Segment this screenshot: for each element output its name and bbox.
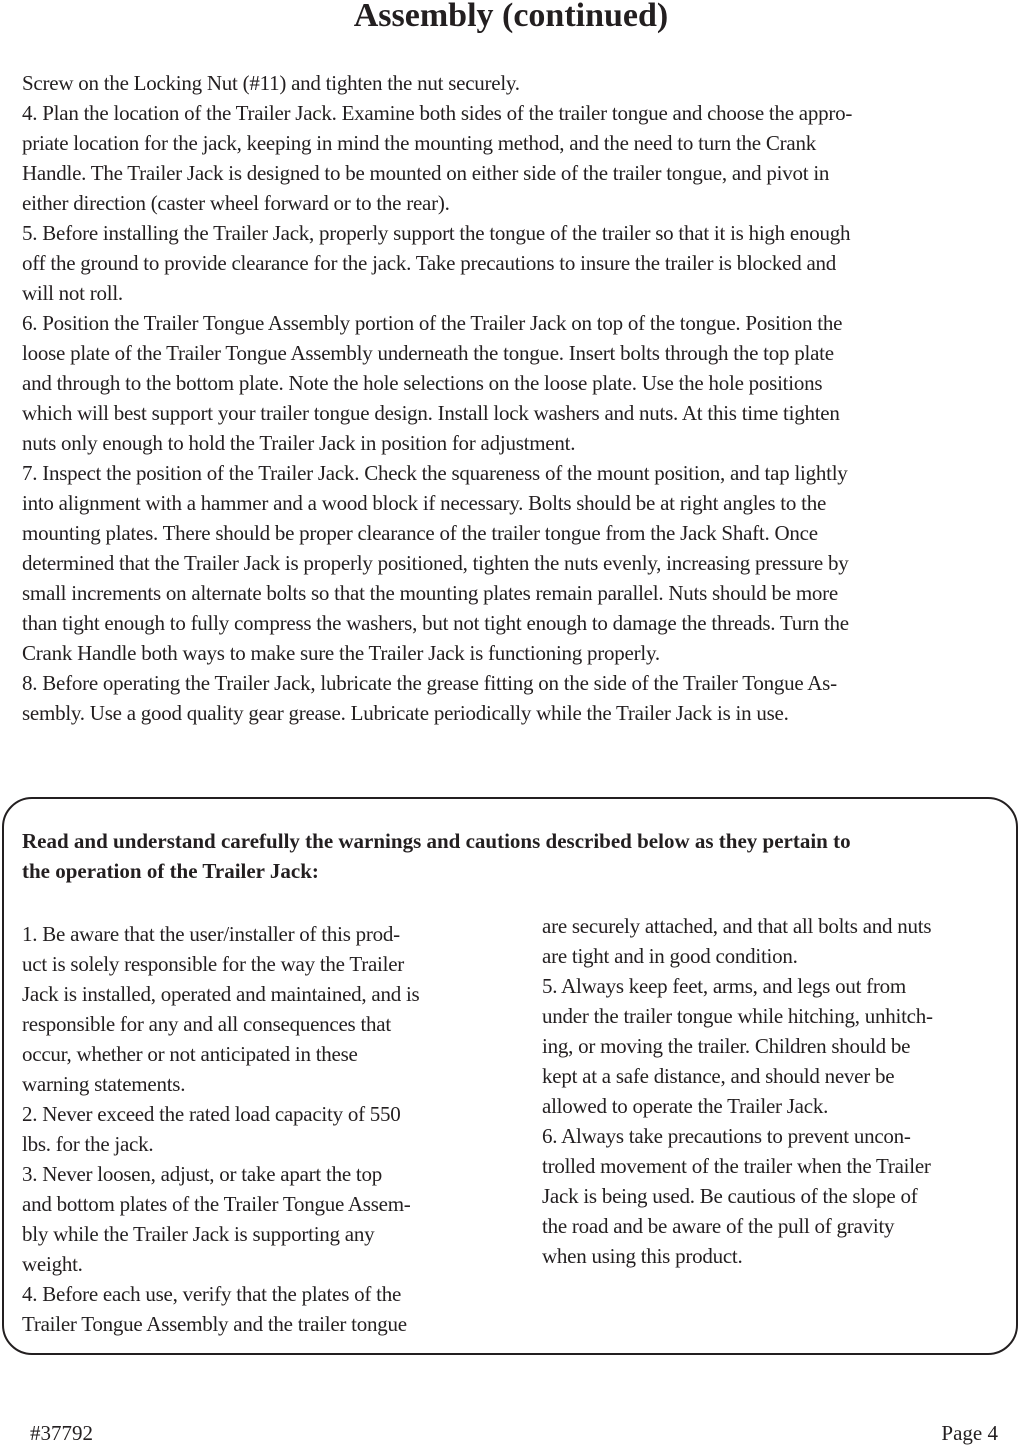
body-line: small increments on alternate bolts so that the mounting plates remain parallel. Nuts should be more [22,581,838,605]
warning-line: are securely attached, and that all bolts and nuts [542,914,932,938]
warning-line: trolled movement of the trailer when the Trailer [542,1154,931,1178]
warning-line: when using this product. [542,1244,743,1268]
warning-line: 4. Before each use, verify that the plates of the [22,1282,402,1306]
warning-line: 5. Always keep feet, arms, and legs out from [542,974,906,998]
warning-line: 3. Never loosen, adjust, or take apart the top [22,1162,382,1186]
body-line: mounting plates. There should be proper clearance of the trailer tongue from the Jack Shaft. Once [22,521,818,545]
warning-line: bly while the Trailer Jack is supporting any [22,1222,375,1246]
warning-line: warning statements. [22,1072,186,1096]
body-line: determined that the Trailer Jack is properly positioned, tighten the nuts evenly, increasing pressure by [22,551,849,575]
part-number: #37792 [30,1421,93,1445]
warning-line: occur, whether or not anticipated in these [22,1042,358,1066]
page-title: Assembly (continued) [353,0,669,34]
warning-line: Trailer Tongue Assembly and the trailer tongue [22,1312,407,1336]
warning-line: Jack is installed, operated and maintained, and is [22,982,420,1006]
warning-heading-line: the operation of the Trailer Jack: [22,859,319,883]
warning-line: responsible for any and all consequences that [22,1012,391,1036]
body-line: 4. Plan the location of the Trailer Jack. Examine both sides of the trailer tongue and choose the appro- [22,101,853,125]
body-line: nuts only enough to hold the Trailer Jack in position for adjustment. [22,431,576,455]
warning-line: the road and be aware of the pull of gravity [542,1214,895,1238]
body-line: Handle. The Trailer Jack is designed to be mounted on either side of the trailer tongue, and pivot in [22,161,830,185]
body-line: priate location for the jack, keeping in mind the mounting method, and the need to turn the Crank [22,131,816,155]
body-line: into alignment with a hammer and a wood block if necessary. Bolts should be at right angles to the [22,491,827,515]
warning-line: uct is solely responsible for the way the Trailer [22,952,405,976]
body-line: Crank Handle both ways to make sure the Trailer Jack is functioning properly. [22,641,660,665]
body-line: 6. Position the Trailer Tongue Assembly portion of the Trailer Jack on top of the tongue. Position the [22,311,843,335]
warning-line: weight. [22,1252,83,1276]
warning-line: 2. Never exceed the rated load capacity of 550 [22,1102,401,1126]
body-line: sembly. Use a good quality gear grease. Lubricate periodically while the Trailer Jack is in use. [22,701,789,725]
body-line: Screw on the Locking Nut (#11) and tighten the nut securely. [22,71,520,95]
warning-line: ing, or moving the trailer. Children should be [542,1034,911,1058]
body-line: which will best support your trailer tongue design. Install lock washers and nuts. At this time tighten [22,401,840,425]
warning-line: allowed to operate the Trailer Jack. [542,1094,829,1118]
warning-line: kept at a safe distance, and should never be [542,1064,895,1088]
body-line: than tight enough to fully compress the washers, but not tight enough to damage the threads. Turn the [22,611,849,635]
warning-line: are tight and in good condition. [542,944,798,968]
body-line: will not roll. [22,281,123,305]
body-line: 7. Inspect the position of the Trailer Jack. Check the squareness of the mount position, and tap lightly [22,461,848,485]
warning-line: 1. Be aware that the user/installer of this prod- [22,922,400,946]
body-line: 8. Before operating the Trailer Jack, lubricate the grease fitting on the side of the Trailer Tongue As- [22,671,837,695]
body-line: off the ground to provide clearance for the jack. Take precautions to insure the trailer is blocked and [22,251,837,275]
body-line: either direction (caster wheel forward or to the rear). [22,191,450,215]
warning-line: lbs. for the jack. [22,1132,154,1156]
warning-line: 6. Always take precautions to prevent uncon- [542,1124,911,1148]
warning-line: Jack is being used. Be cautious of the slope of [542,1184,918,1208]
warning-line: and bottom plates of the Trailer Tongue Assem- [22,1192,411,1216]
body-line: and through to the bottom plate. Note the hole selections on the loose plate. Use the hole positions [22,371,823,395]
warning-heading-line: Read and understand carefully the warnings and cautions described below as they pertain to [22,829,851,853]
body-line: 5. Before installing the Trailer Jack, properly support the tongue of the trailer so that it is high enough [22,221,851,245]
body-line: loose plate of the Trailer Tongue Assembly underneath the tongue. Insert bolts through the top plate [22,341,834,365]
page-number: Page 4 [941,1421,998,1445]
warning-line: under the trailer tongue while hitching, unhitch- [542,1004,933,1028]
